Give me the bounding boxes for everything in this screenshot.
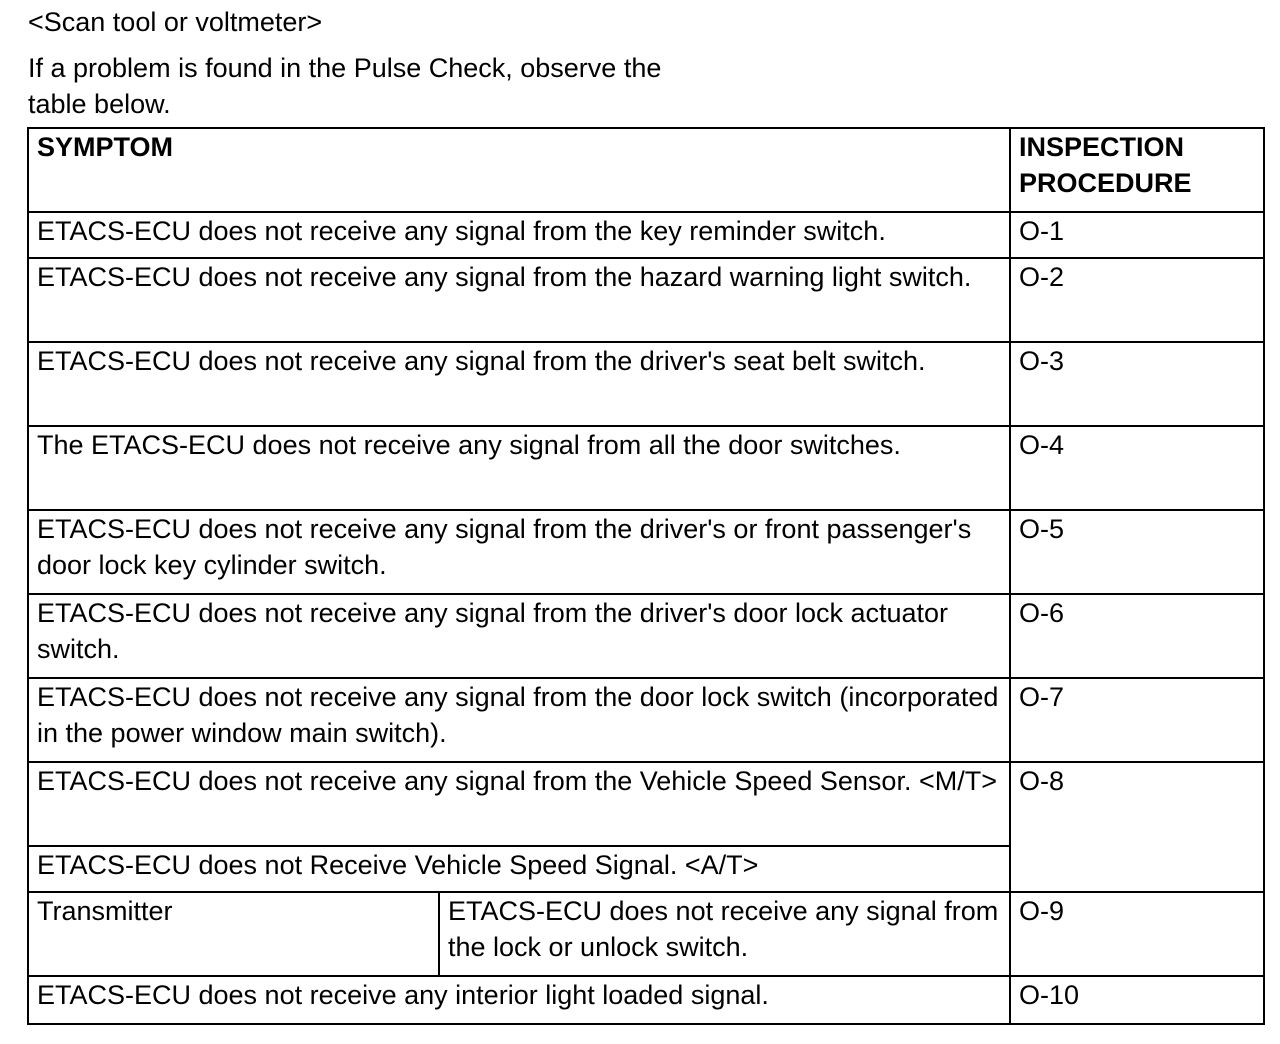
table-row	[28, 594, 1264, 678]
procedure-cell: O-8	[1010, 762, 1264, 892]
table-row	[28, 342, 1264, 426]
symptom-cell: The ETACS-ECU does not receive any signal from all the door switches.	[28, 426, 1010, 510]
table-header-row	[28, 128, 1264, 212]
table-row	[28, 212, 1264, 258]
intro-line-1: If a problem is found in the Pulse Check, observe the	[28, 53, 662, 83]
intro-paragraph	[28, 50, 788, 122]
procedure-cell: O-1	[1010, 212, 1264, 258]
category-cell: Transmitter	[28, 892, 439, 976]
procedure-cell: O-5	[1010, 510, 1264, 594]
table-row	[28, 426, 1264, 510]
procedure-cell: O-9	[1010, 892, 1264, 976]
procedure-cell: O-3	[1010, 342, 1264, 426]
symptom-cell: ETACS-ECU does not receive any signal from the driver's seat belt switch.	[28, 342, 1010, 426]
procedure-header-line-2: PROCEDURE	[1019, 168, 1192, 198]
symptom-cell: ETACS-ECU does not receive any signal from the driver's or front passenger's door lock key cylinder switch.	[28, 510, 1010, 594]
procedure-header-line-1: INSPECTION	[1019, 132, 1185, 162]
procedure-header	[1010, 128, 1264, 212]
symptom-cell: ETACS-ECU does not receive any signal from the door lock switch (incorporated in the power window main switch).	[28, 678, 1010, 762]
symptom-cell: ETACS-ECU does not receive any interior light loaded signal.	[28, 976, 1010, 1024]
table-row	[28, 510, 1264, 594]
symptom-cell: ETACS-ECU does not Receive Vehicle Speed Signal. <A/T>	[28, 846, 1010, 892]
table-row	[28, 678, 1264, 762]
symptom-cell: ETACS-ECU does not receive any signal from the hazard warning light switch.	[28, 258, 1010, 342]
symptom-table	[27, 127, 1265, 1025]
symptom-cell: ETACS-ECU does not receive any signal from the lock or unlock switch.	[439, 892, 1010, 976]
procedure-cell: O-7	[1010, 678, 1264, 762]
symptom-header: SYMPTOM	[28, 128, 1010, 212]
procedure-cell: O-4	[1010, 426, 1264, 510]
procedure-cell: O-10	[1010, 976, 1264, 1024]
symptom-cell: ETACS-ECU does not receive any signal from the driver's door lock actuator switch.	[28, 594, 1010, 678]
page-heading: <Scan tool or voltmeter>	[28, 7, 323, 37]
table-row	[28, 976, 1264, 1024]
intro-line-2: table below.	[28, 89, 171, 119]
table-row	[28, 258, 1264, 342]
procedure-cell: O-2	[1010, 258, 1264, 342]
table-row	[28, 762, 1264, 846]
table-row	[28, 892, 1264, 976]
symptom-cell: ETACS-ECU does not receive any signal from the Vehicle Speed Sensor. <M/T>	[28, 762, 1010, 846]
symptom-cell: ETACS-ECU does not receive any signal from the key reminder switch.	[28, 212, 1010, 258]
procedure-cell: O-6	[1010, 594, 1264, 678]
